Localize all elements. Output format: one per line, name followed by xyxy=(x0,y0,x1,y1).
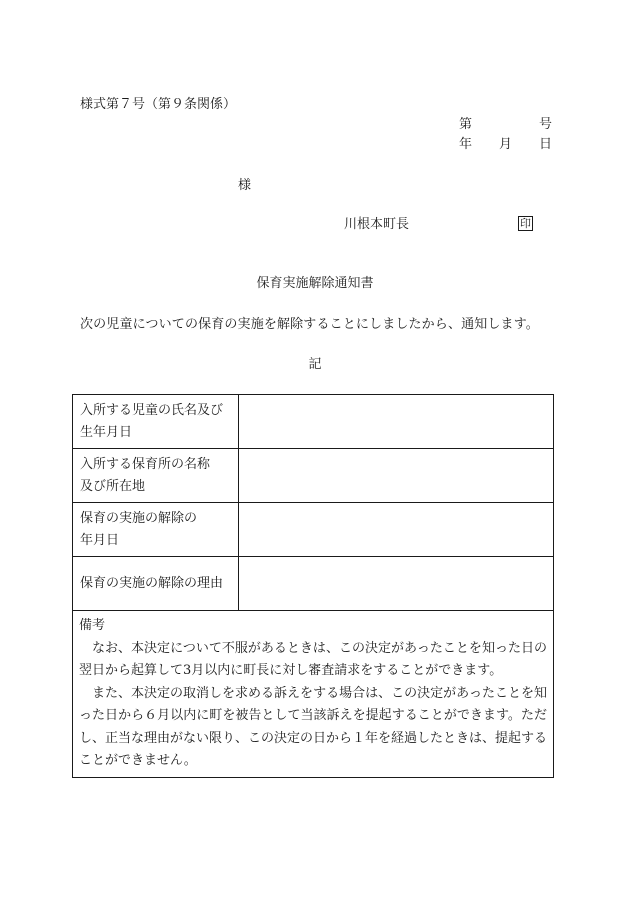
addressee-honorific: 様 xyxy=(238,178,252,193)
cancellation-reason-field xyxy=(239,557,554,611)
seal-stamp: 印 xyxy=(520,217,531,230)
nursery-name-address-field xyxy=(239,449,554,503)
doc-number-suffix: 号 xyxy=(539,117,553,132)
info-table xyxy=(72,394,554,778)
issuer-title: 川根本町長 xyxy=(344,217,410,232)
form-number: 様式第７号（第９条関係） xyxy=(80,97,237,112)
row-label xyxy=(73,449,239,503)
remarks-paragraph-lawsuit: また、本決定の取消しを求める訴えをする場合は、この決定があったことを知った日から６月以内に町を被告として当該訴えを提起することができます。ただし、正当な理由がない限り、この決定の日から１年を経過したときは、提起することができません。 xyxy=(79,685,548,768)
row-label xyxy=(73,395,239,449)
remarks-cell xyxy=(73,611,554,778)
row-label-line: 保育の実施の解除の xyxy=(80,510,198,526)
date-month-label: 月 xyxy=(499,137,513,152)
remarks-row xyxy=(73,611,554,778)
row-label-line: 入所する児童の氏名及び xyxy=(80,402,224,418)
ki-label: 記 xyxy=(308,357,322,372)
row-label-line: 入所する保育所の名称 xyxy=(80,456,211,472)
doc-number-prefix: 第 xyxy=(459,117,473,132)
row-label-line: 保育の実施の解除の理由 xyxy=(80,575,224,591)
row-label-line: 生年月日 xyxy=(80,424,133,440)
date-year-label: 年 xyxy=(459,137,473,152)
row-label-line: 年月日 xyxy=(80,532,120,548)
row-label xyxy=(73,503,239,557)
table-row xyxy=(73,395,554,449)
table-row xyxy=(73,503,554,557)
child-name-birthdate-field xyxy=(239,395,554,449)
notice-title: 保育実施解除通知書 xyxy=(256,276,374,291)
remarks-heading: 備考 xyxy=(79,618,106,633)
remarks-paragraph-appeal: なお、本決定について不服があるときは、この決定があったことを知った日の翌日から起算して3月以内に町長に対し審査請求をすることができます。 xyxy=(79,640,547,678)
row-label-line: 及び所在地 xyxy=(80,478,146,494)
intro-text: 次の児童についての保育の実施を解除することにしましたから、通知します。 xyxy=(80,317,539,332)
table-row xyxy=(73,557,554,611)
row-label xyxy=(73,557,239,611)
date-day-label: 日 xyxy=(539,137,553,152)
cancellation-date-field xyxy=(239,503,554,557)
table-row xyxy=(73,449,554,503)
